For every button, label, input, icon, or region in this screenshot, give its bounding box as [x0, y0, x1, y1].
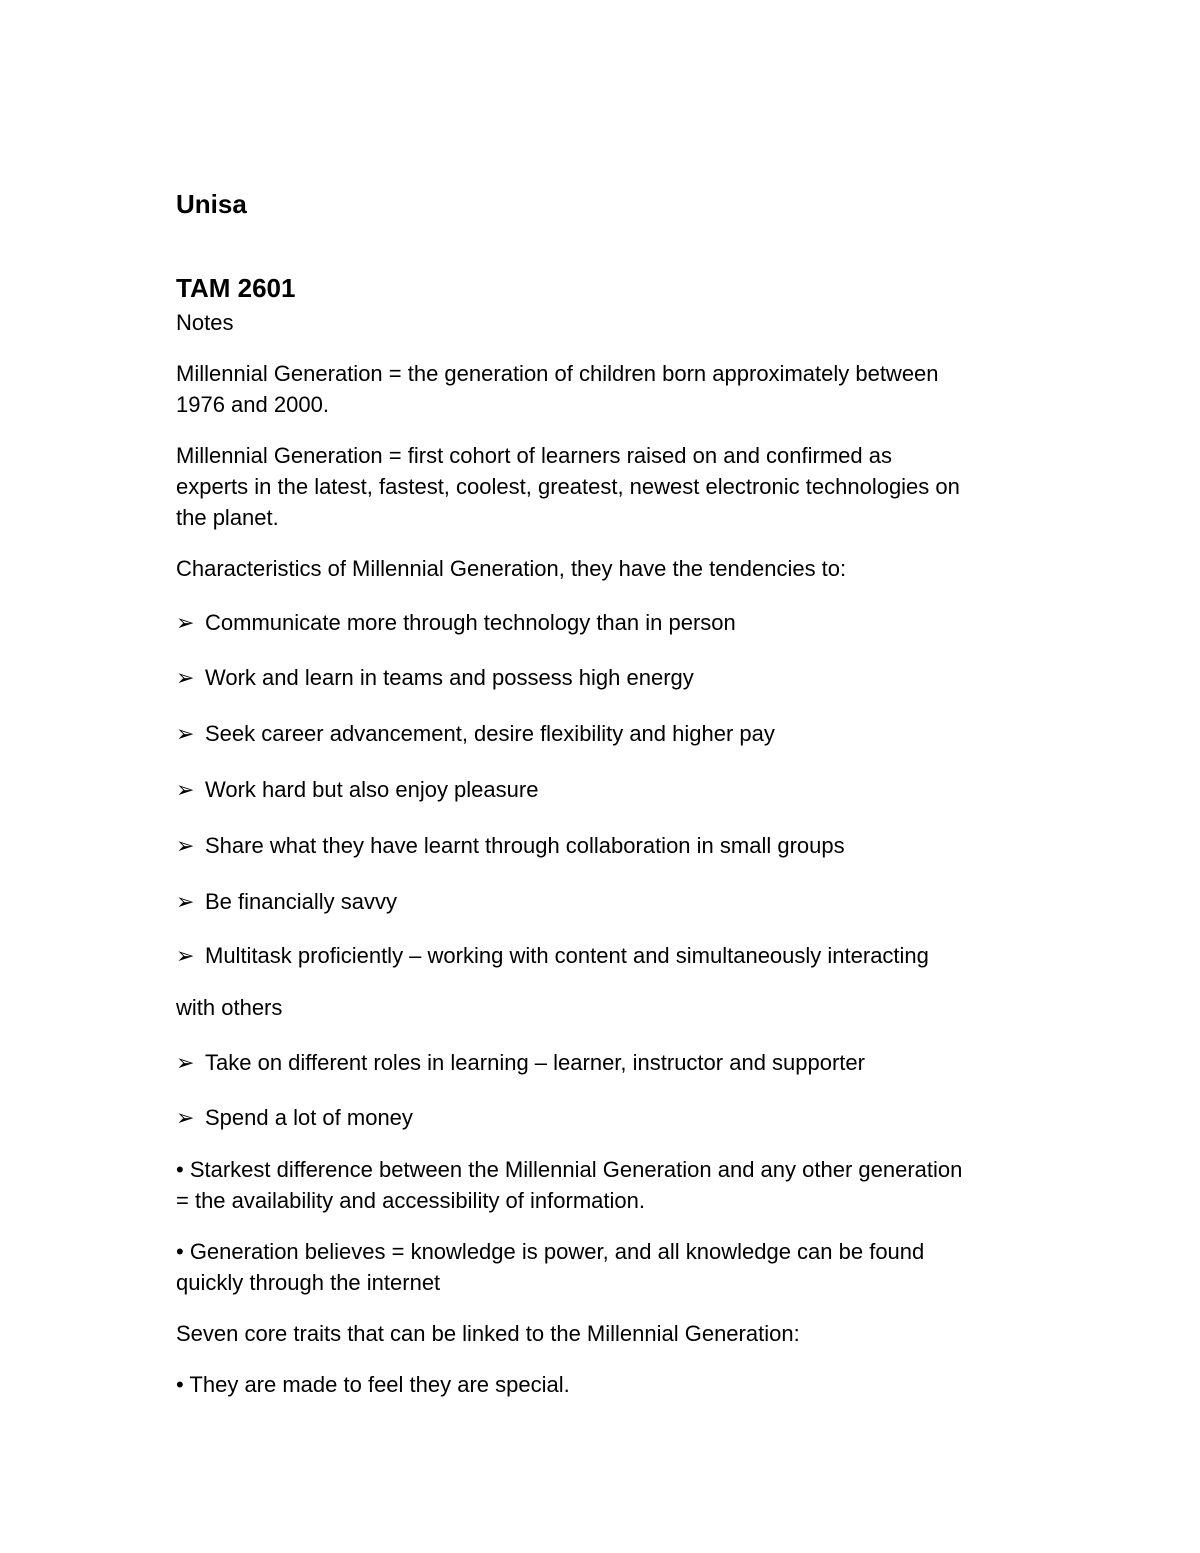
- arrow-bullet-icon: ➢: [176, 721, 195, 746]
- characteristic-item: [176, 774, 538, 805]
- bullet-2-line-2: quickly through the internet: [176, 1270, 441, 1295]
- definition-2-line-2: experts in the latest, fastest, coolest, greatest, newest electronic technologies on: [176, 474, 960, 499]
- arrow-bullet-icon: ➢: [176, 833, 195, 858]
- institution-heading: Unisa: [176, 189, 247, 219]
- characteristic-item: [176, 607, 736, 638]
- characteristic-item: [176, 940, 929, 971]
- definition-1-line-1: Millennial Generation = the generation of children born approximately between: [176, 361, 939, 386]
- characteristic-item: [176, 886, 397, 917]
- characteristic-item: [176, 1102, 413, 1133]
- definition-2-line-1: Millennial Generation = first cohort of learners raised on and confirmed as: [176, 443, 892, 468]
- arrow-bullet-icon: ➢: [176, 665, 195, 690]
- arrow-bullet-icon: ➢: [176, 889, 195, 914]
- arrow-bullet-icon: ➢: [176, 1050, 195, 1075]
- characteristic-text: Take on different roles in learning – learner, instructor and supporter: [205, 1050, 865, 1075]
- characteristic-text: Seek career advancement, desire flexibility and higher pay: [205, 721, 775, 746]
- characteristics-intro: Characteristics of Millennial Generation, they have the tendencies to:: [176, 556, 847, 581]
- traits-intro: Seven core traits that can be linked to the Millennial Generation:: [176, 1321, 800, 1346]
- characteristic-item: [176, 830, 845, 861]
- definition-2-line-3: the planet.: [176, 505, 279, 530]
- characteristic-continuation: with others: [176, 995, 283, 1020]
- notes-subtitle: Notes: [176, 310, 234, 335]
- arrow-bullet-icon: ➢: [176, 610, 195, 635]
- characteristic-text: Be financially savvy: [205, 889, 397, 914]
- characteristic-text: Work and learn in teams and possess high energy: [205, 665, 694, 690]
- characteristic-text: Spend a lot of money: [205, 1105, 413, 1130]
- bullet-2-line-1: • Generation believes = knowledge is power, and all knowledge can be found: [176, 1239, 925, 1264]
- arrow-bullet-icon: ➢: [176, 1105, 195, 1130]
- arrow-bullet-icon: ➢: [176, 943, 195, 968]
- characteristic-text: Multitask proficiently – working with content and simultaneously interacting: [205, 943, 929, 968]
- definition-1-line-2: 1976 and 2000.: [176, 392, 329, 417]
- characteristic-item: [176, 718, 775, 749]
- bullet-1-line-2: = the availability and accessibility of information.: [176, 1188, 645, 1213]
- course-code-heading: TAM 2601: [176, 273, 296, 303]
- trait-item: • They are made to feel they are special.: [176, 1372, 570, 1397]
- characteristic-text: Work hard but also enjoy pleasure: [205, 777, 539, 802]
- characteristic-item: [176, 1047, 865, 1078]
- bullet-1-line-1: • Starkest difference between the Millennial Generation and any other generation: [176, 1157, 963, 1182]
- arrow-bullet-icon: ➢: [176, 777, 195, 802]
- characteristic-text: Share what they have learnt through collaboration in small groups: [205, 833, 845, 858]
- characteristic-item: [176, 662, 694, 693]
- characteristic-text: Communicate more through technology than in person: [205, 610, 736, 635]
